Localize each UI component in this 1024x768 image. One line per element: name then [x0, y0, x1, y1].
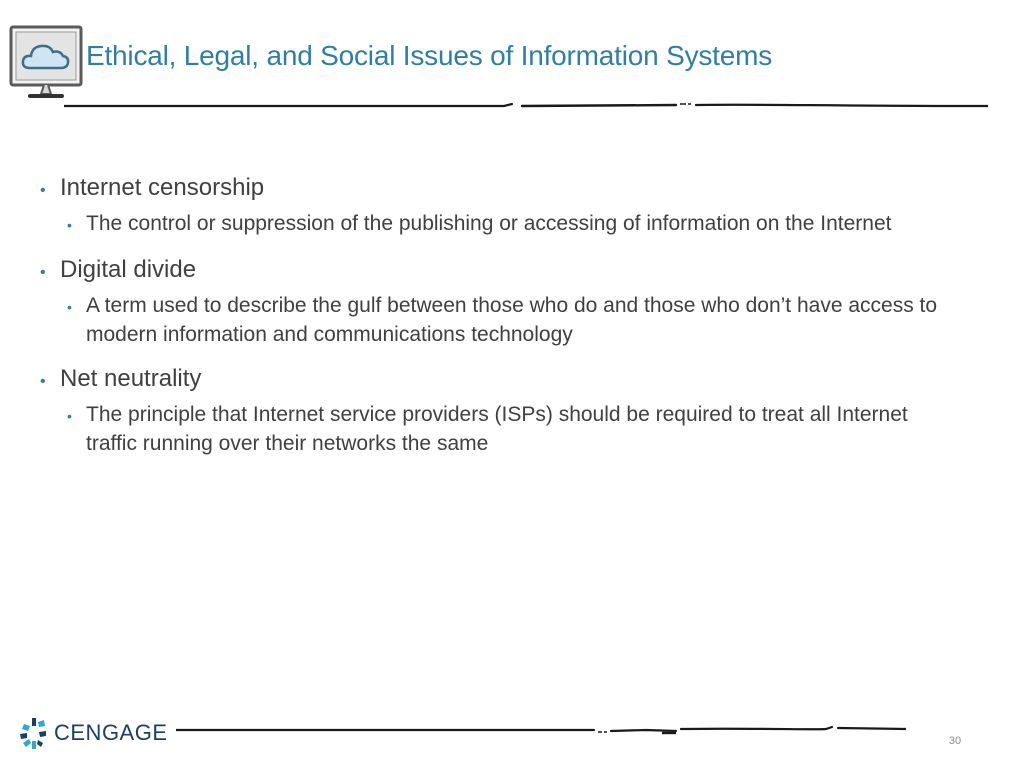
topic-heading: Internet censorship [60, 174, 265, 201]
topic-heading: Net neutrality [60, 365, 202, 392]
topic-definition: A term used to describe the gulf between those who do and those who don’t have access to modern information and communications technology [86, 294, 938, 346]
bullet-dot: • [67, 299, 72, 315]
bullet-dot: • [40, 373, 46, 390]
sub-list-item [67, 400, 970, 458]
cengage-logo-icon [18, 716, 48, 750]
topic-definition: The control or suppression of the publishing or accessing of information on the Internet [86, 212, 892, 235]
sub-list-item [67, 209, 970, 240]
slide-title: Ethical, Legal, and Social Issues of Information Systems [86, 40, 773, 71]
bullet-dot: • [67, 217, 72, 233]
bullet-dot: • [40, 182, 46, 199]
list-item [40, 361, 970, 400]
topic-net-neutrality [40, 361, 970, 458]
topic-heading: Digital divide [60, 256, 197, 283]
cengage-brand-text: CENGAGE [54, 720, 168, 745]
footer-rule [176, 720, 906, 740]
topic-internet-censorship [40, 170, 970, 240]
topic-definition: The principle that Internet service providers (ISPs) should be required to treat all Internet traffic running over their networks the same [86, 403, 908, 455]
sub-list-item [67, 291, 970, 349]
cloud-monitor-icon [8, 24, 84, 102]
list-item [40, 252, 970, 291]
bullet-list [40, 170, 970, 470]
bullet-dot: • [67, 408, 72, 424]
cengage-logo [18, 716, 168, 750]
bullet-dot: • [40, 264, 46, 281]
list-item [40, 170, 970, 209]
page-number: 30 [948, 735, 962, 747]
title-underline [64, 96, 988, 116]
topic-digital-divide [40, 252, 970, 349]
